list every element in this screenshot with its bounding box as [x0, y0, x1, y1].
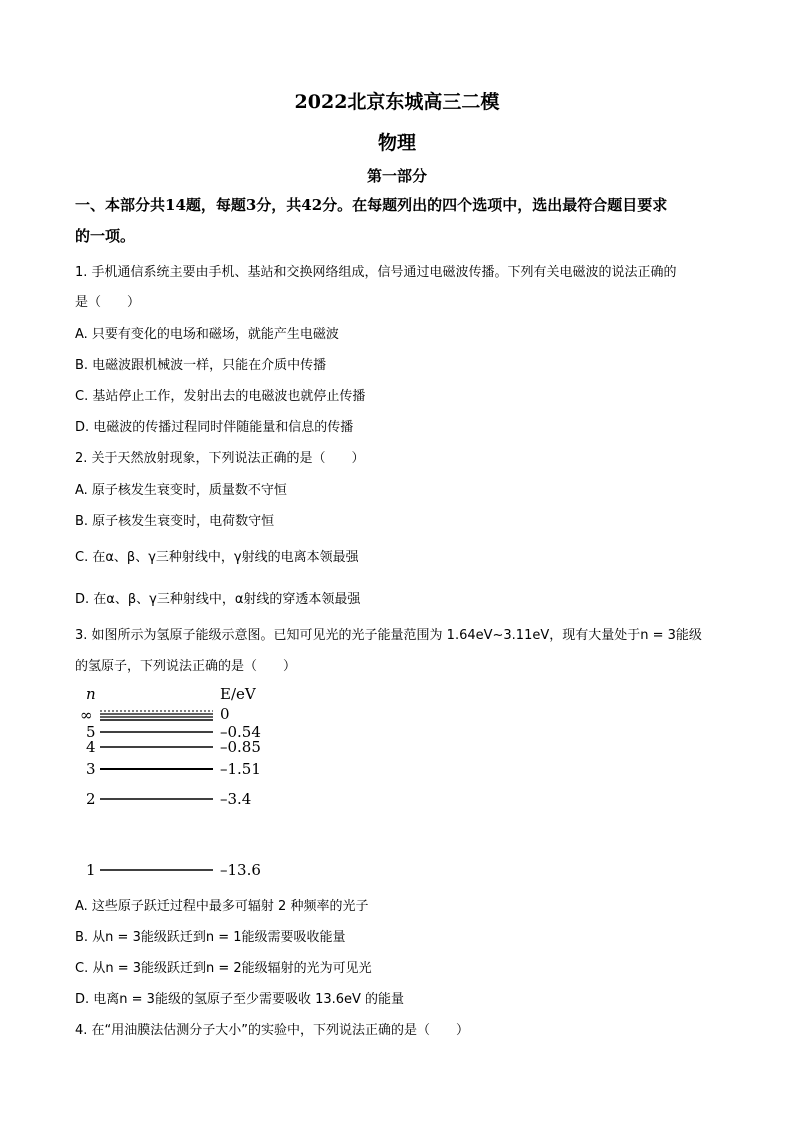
level-energy-3: –1.51	[220, 760, 261, 778]
subject-title: 物理	[377, 132, 416, 154]
q2-stem: 2. 关于天然放射现象，下列说法正确的是（ ）	[75, 451, 365, 466]
exam-title: 2022北京东城高三二模	[294, 91, 500, 113]
n-axis-label: n	[86, 685, 96, 703]
level-energy-infinity: 0	[220, 705, 230, 723]
level-n-3: 3	[86, 760, 96, 778]
section-intro-line1: 一、本部分共14题，每题3分，共42分。在每题列出的四个选项中，选出最符合题目要求	[75, 196, 668, 214]
level-energy-2: –3.4	[220, 790, 252, 808]
q2-option-c: C. 在α、β、γ三种射线中，γ射线的电离本领最强	[75, 550, 359, 565]
level-energy-4: –0.85	[220, 738, 261, 756]
q1-option-b: B. 电磁波跟机械波一样，只能在介质中传播	[75, 358, 327, 373]
level-n-2: 2	[86, 790, 96, 808]
energy-level-diagram	[70, 682, 290, 882]
q4-stem: 4. 在“用油膜法估测分子大小”的实验中，下列说法正确的是（ ）	[75, 1023, 470, 1038]
q1-option-a: A. 只要有变化的电场和磁场，就能产生电磁波	[75, 327, 339, 342]
q2-option-d: D. 在α、β、γ三种射线中，α射线的穿透本领最强	[75, 592, 361, 607]
q3-option-a: A. 这些原子跃迁过程中最多可辐射 2 种频率的光子	[75, 899, 369, 914]
q1-stem-line1: 1. 手机通信系统主要由手机、基站和交换网络组成，信号通过电磁波传播。下列有关电磁波的说法正确的	[75, 265, 677, 280]
level-n-4: 4	[86, 738, 96, 756]
q1-option-c: C. 基站停止工作，发射出去的电磁波也就停止传播	[75, 389, 366, 404]
q3-stem-line2: 的氢原子，下列说法正确的是（ ）	[75, 659, 297, 674]
q3-option-b: B. 从n = 3能级跃迁到n = 1能级需要吸收能量	[75, 930, 346, 945]
level-energy-5: –0.54	[220, 723, 261, 741]
q1-option-d: D. 电磁波的传播过程同时伴随能量和信息的传播	[75, 420, 354, 435]
q3-option-d: D. 电离n = 3能级的氢原子至少需要吸收 13.6eV 的能量	[75, 992, 405, 1007]
q1-stem-line2: 是（ ）	[75, 295, 141, 310]
q3-option-c: C. 从n = 3能级跃迁到n = 2能级辐射的光为可见光	[75, 961, 372, 976]
level-n-infinity: ∞	[80, 706, 93, 724]
level-energy-1: –13.6	[220, 861, 261, 879]
q3-stem-line1: 3. 如图所示为氢原子能级示意图。已知可见光的光子能量范围为 1.64eV~3.11eV，现有大量处于n = 3能级	[75, 628, 702, 643]
energy-axis-label: E/eV	[220, 685, 256, 703]
q2-option-a: A. 原子核发生衰变时，质量数不守恒	[75, 483, 287, 498]
level-n-1: 1	[86, 861, 96, 879]
level-n-5: 5	[86, 723, 96, 741]
q2-option-b: B. 原子核发生衰变时，电荷数守恒	[75, 514, 275, 529]
part-title: 第一部分	[366, 167, 427, 185]
section-intro-line2: 的一项。	[75, 227, 136, 245]
